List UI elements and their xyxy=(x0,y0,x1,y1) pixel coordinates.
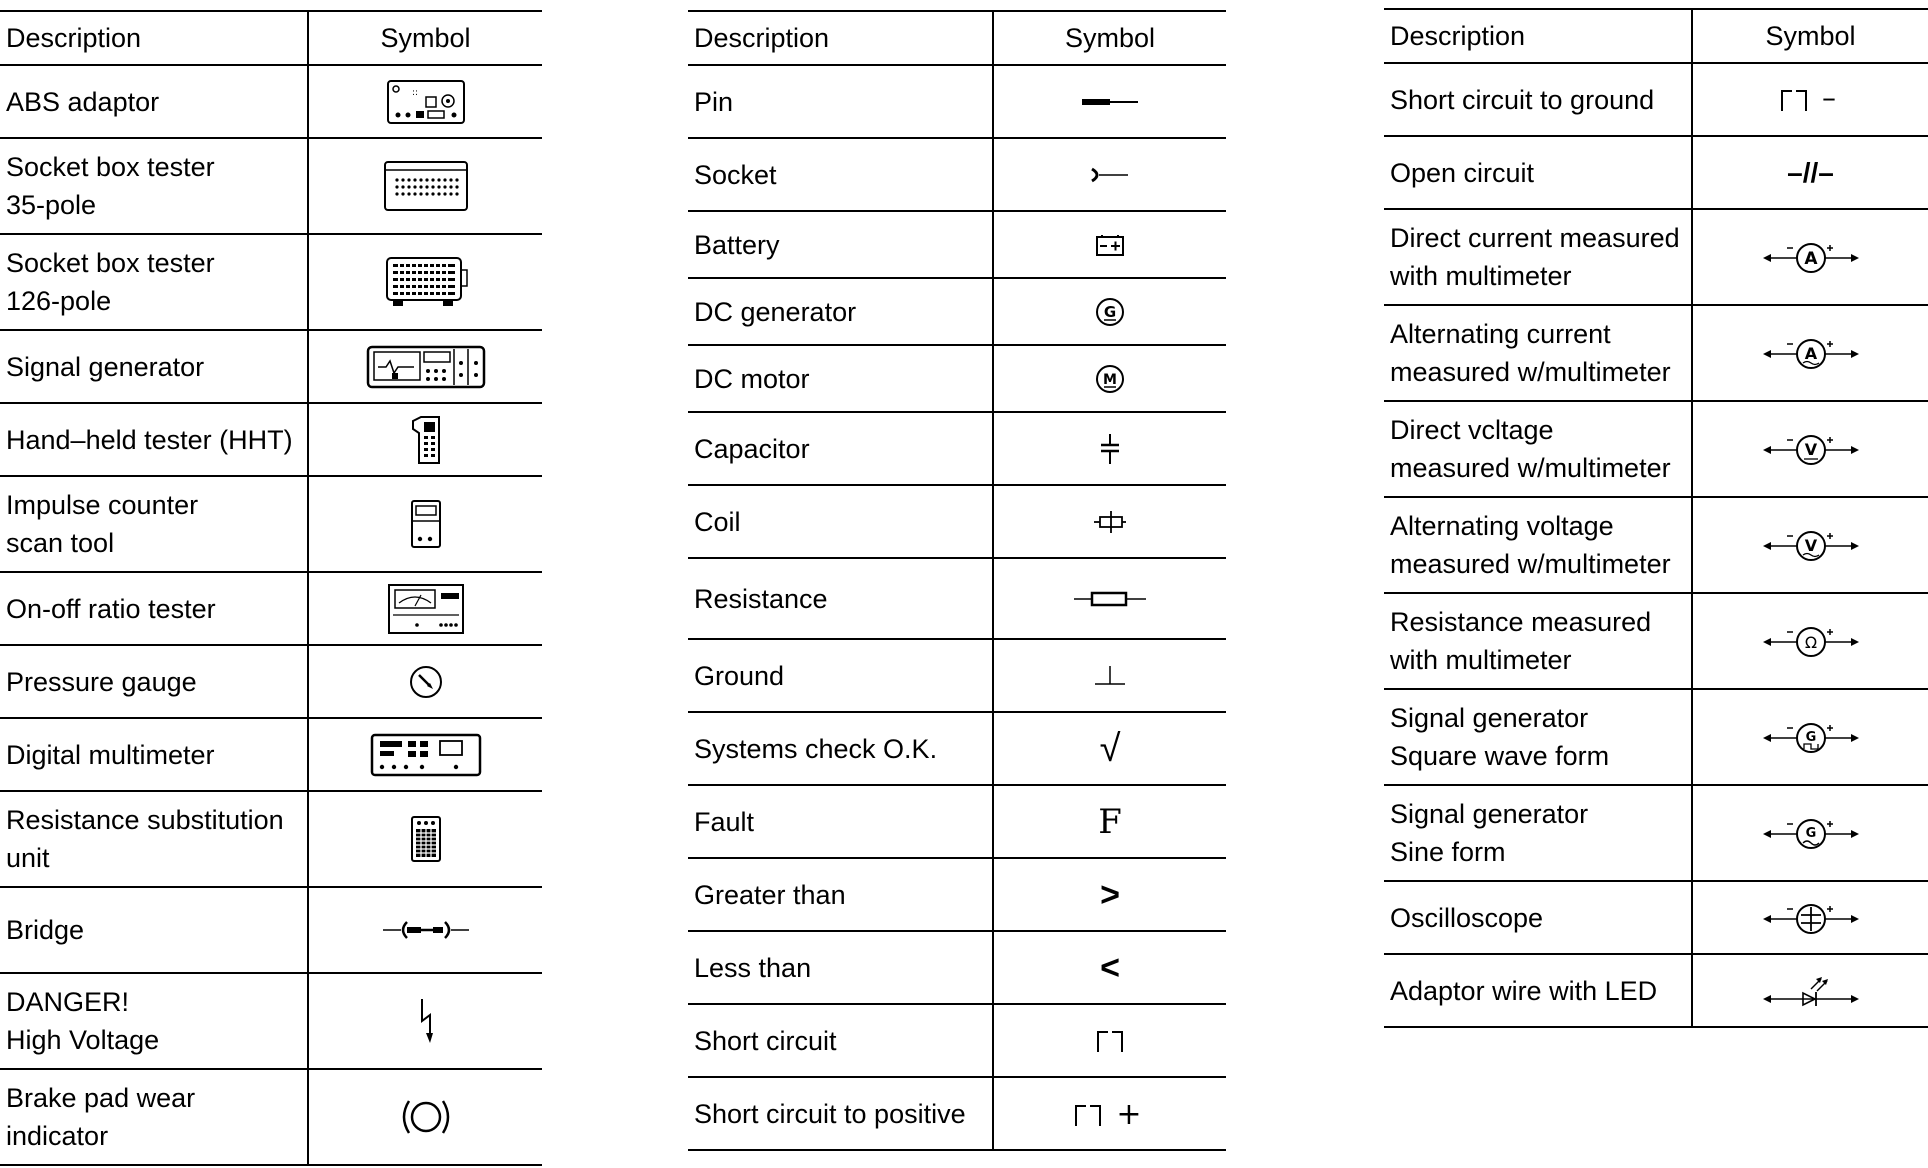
plus-sign: + xyxy=(1116,1096,1142,1132)
row-description: Socket box tester 35-pole xyxy=(0,138,308,234)
ammeter-ac-icon xyxy=(1761,336,1861,370)
short-circuit-positive-icon xyxy=(1073,1096,1147,1132)
row-description: Hand–held tester (HHT) xyxy=(0,403,308,476)
row-symbol xyxy=(308,138,542,234)
pin-icon xyxy=(1080,96,1140,108)
impulse-counter-icon xyxy=(410,499,442,549)
row-symbol xyxy=(993,1077,1226,1150)
table-row xyxy=(1384,63,1928,136)
description-header: Description xyxy=(1384,9,1692,63)
dc-motor-letter: M xyxy=(1103,371,1117,388)
table-row xyxy=(688,639,1226,712)
fault-icon: F xyxy=(993,785,1226,858)
table-row xyxy=(688,345,1226,412)
row-description: Fault xyxy=(688,785,993,858)
table-row xyxy=(688,931,1226,1004)
table-row xyxy=(0,138,542,234)
row-symbol xyxy=(1692,593,1928,689)
socket-icon xyxy=(1090,166,1130,184)
row-symbol xyxy=(993,211,1226,278)
meter-letter: A xyxy=(1803,249,1818,269)
table-row xyxy=(1384,209,1928,305)
row-description: Signal generator xyxy=(0,330,308,403)
table-row xyxy=(1384,881,1928,954)
table-row xyxy=(688,1004,1226,1077)
table-row xyxy=(688,65,1226,138)
pressure-gauge-icon xyxy=(408,664,444,700)
table-row xyxy=(1384,401,1928,497)
table-header xyxy=(688,11,1226,65)
row-description: Impulse counter scan tool xyxy=(0,476,308,572)
table-row xyxy=(1384,593,1928,689)
row-description: Less than xyxy=(688,931,993,1004)
row-symbol xyxy=(308,791,542,887)
table-row xyxy=(0,1069,542,1165)
coil-icon xyxy=(1092,509,1128,535)
row-symbol xyxy=(308,403,542,476)
table-row xyxy=(688,785,1226,858)
check-icon: √ xyxy=(993,712,1226,785)
row-description: Coil xyxy=(688,485,993,558)
row-description: ABS adaptor xyxy=(0,65,308,138)
row-symbol xyxy=(1692,689,1928,785)
on-off-ratio-tester-icon xyxy=(387,583,465,635)
table-row xyxy=(1384,305,1928,401)
row-description: Bridge xyxy=(0,887,308,973)
row-description: Capacitor xyxy=(688,412,993,485)
greater-than-icon: > xyxy=(993,858,1226,931)
table-row xyxy=(1384,136,1928,209)
row-symbol xyxy=(308,65,542,138)
open-circuit-icon: –//– xyxy=(1692,136,1928,209)
voltmeter-ac-icon xyxy=(1761,528,1861,562)
row-symbol xyxy=(1692,497,1928,593)
row-symbol xyxy=(993,65,1226,138)
row-description: DC generator xyxy=(688,278,993,345)
table-row xyxy=(0,973,542,1069)
meter-letter: G xyxy=(1805,730,1816,745)
signal-generator-square-icon xyxy=(1761,720,1861,754)
row-symbol xyxy=(308,476,542,572)
row-symbol xyxy=(1692,401,1928,497)
table-row xyxy=(688,278,1226,345)
row-description: Resistance substitution unit xyxy=(0,791,308,887)
row-symbol xyxy=(1692,305,1928,401)
socket-box-126-icon xyxy=(383,256,469,308)
row-symbol xyxy=(308,973,542,1069)
symbol-table-1 xyxy=(0,10,542,1166)
row-description: Direct vcltage measured w/multimeter xyxy=(1384,401,1692,497)
symbol-header: Symbol xyxy=(308,11,542,65)
row-description: Systems check O.K. xyxy=(688,712,993,785)
table-row xyxy=(0,791,542,887)
table-row xyxy=(688,1077,1226,1150)
table-row xyxy=(688,712,1226,785)
table-header xyxy=(0,11,542,65)
dc-generator-letter: G xyxy=(1103,302,1117,321)
minus-sign: – xyxy=(1821,80,1836,114)
high-voltage-icon xyxy=(416,997,436,1045)
signal-generator-device-icon xyxy=(366,343,486,391)
table-row xyxy=(1384,785,1928,881)
table-row xyxy=(688,412,1226,485)
row-description: Short circuit xyxy=(688,1004,993,1077)
row-symbol xyxy=(308,645,542,718)
row-symbol xyxy=(308,234,542,330)
symbol-header: Symbol xyxy=(993,11,1226,65)
table-row xyxy=(688,211,1226,278)
row-description: Socket box tester 126-pole xyxy=(0,234,308,330)
row-description: On-off ratio tester xyxy=(0,572,308,645)
meter-letter: A xyxy=(1804,344,1817,363)
row-symbol xyxy=(308,887,542,973)
battery-icon xyxy=(1095,233,1125,257)
row-description: Greater than xyxy=(688,858,993,931)
table-row xyxy=(688,485,1226,558)
symbol-header: Symbol xyxy=(1692,9,1928,63)
row-symbol xyxy=(993,345,1226,412)
table-row xyxy=(688,138,1226,211)
table-row xyxy=(0,887,542,973)
row-description: DC motor xyxy=(688,345,993,412)
row-symbol xyxy=(993,639,1226,712)
row-symbol xyxy=(308,572,542,645)
row-symbol xyxy=(993,138,1226,211)
table-row xyxy=(0,330,542,403)
meter-letter: V xyxy=(1804,536,1817,555)
short-circuit-icon xyxy=(1095,1028,1125,1054)
meter-letter: V xyxy=(1804,440,1817,459)
table-header xyxy=(1384,9,1928,63)
less-than-icon: < xyxy=(993,931,1226,1004)
description-header: Description xyxy=(0,11,308,65)
row-description: Short circuit to ground xyxy=(1384,63,1692,136)
dc-generator-icon xyxy=(1094,296,1126,328)
abs-adaptor-icon xyxy=(386,79,466,125)
table-row xyxy=(0,234,542,330)
table-row xyxy=(688,558,1226,639)
row-description: Resistance measured with multimeter xyxy=(1384,593,1692,689)
row-description: Digital multimeter xyxy=(0,718,308,791)
table-row xyxy=(1384,497,1928,593)
symbol-table-3 xyxy=(1384,8,1928,1028)
description-header: Description xyxy=(688,11,993,65)
row-symbol xyxy=(993,485,1226,558)
row-description: Open circuit xyxy=(1384,136,1692,209)
digital-multimeter-icon xyxy=(370,731,482,779)
row-symbol xyxy=(993,278,1226,345)
bridge-icon xyxy=(381,918,471,942)
table-row xyxy=(688,858,1226,931)
signal-generator-sine-icon xyxy=(1761,816,1861,850)
table-row xyxy=(1384,689,1928,785)
row-symbol xyxy=(993,412,1226,485)
row-description: Oscilloscope xyxy=(1384,881,1692,954)
oscilloscope-icon xyxy=(1761,901,1861,935)
brake-pad-wear-icon xyxy=(399,1097,453,1137)
table-row xyxy=(0,572,542,645)
row-description: Ground xyxy=(688,639,993,712)
ohmmeter-icon xyxy=(1761,624,1861,658)
row-symbol xyxy=(1692,209,1928,305)
capacitor-icon xyxy=(1098,432,1122,466)
table-row xyxy=(0,476,542,572)
svg-text:::: :: xyxy=(411,87,418,98)
row-description: Brake pad wear indicator xyxy=(0,1069,308,1165)
row-symbol xyxy=(1692,63,1928,136)
row-symbol xyxy=(308,1069,542,1165)
short-circuit-ground-icon xyxy=(1779,80,1843,114)
voltmeter-dc-icon xyxy=(1761,432,1861,466)
row-description: Alternating current measured w/multimeter xyxy=(1384,305,1692,401)
row-symbol xyxy=(308,718,542,791)
row-description: Battery xyxy=(688,211,993,278)
row-symbol xyxy=(993,558,1226,639)
row-description: Socket xyxy=(688,138,993,211)
row-description: Pin xyxy=(688,65,993,138)
row-symbol xyxy=(1692,881,1928,954)
row-description: Short circuit to positive xyxy=(688,1077,993,1150)
row-description: DANGER! High Voltage xyxy=(0,973,308,1069)
row-description: Alternating voltage measured w/multimeter xyxy=(1384,497,1692,593)
ground-icon xyxy=(1093,664,1127,688)
adaptor-wire-led-icon xyxy=(1761,973,1861,1009)
row-symbol xyxy=(308,330,542,403)
row-description: Adaptor wire with LED xyxy=(1384,954,1692,1027)
row-description: Resistance xyxy=(688,558,993,639)
row-symbol xyxy=(993,1004,1226,1077)
symbol-table-2 xyxy=(688,10,1226,1151)
resistance-icon xyxy=(1072,589,1148,609)
table-row xyxy=(0,65,542,138)
meter-letter: G xyxy=(1805,826,1816,841)
row-description: Pressure gauge xyxy=(0,645,308,718)
row-symbol xyxy=(1692,954,1928,1027)
ammeter-dc-icon xyxy=(1761,240,1861,274)
row-description: Signal generator Square wave form xyxy=(1384,689,1692,785)
hand-held-tester-icon xyxy=(409,415,443,465)
table-row xyxy=(0,403,542,476)
table-row xyxy=(0,645,542,718)
table-row xyxy=(0,718,542,791)
meter-letter: Ω xyxy=(1804,633,1817,652)
row-description: Signal generator Sine form xyxy=(1384,785,1692,881)
table-row xyxy=(1384,954,1928,1027)
row-description: Direct current measured with multimeter xyxy=(1384,209,1692,305)
row-symbol xyxy=(1692,785,1928,881)
socket-box-35-icon xyxy=(383,160,469,212)
dc-motor-icon xyxy=(1094,363,1126,395)
resistance-substitution-icon xyxy=(410,815,442,863)
